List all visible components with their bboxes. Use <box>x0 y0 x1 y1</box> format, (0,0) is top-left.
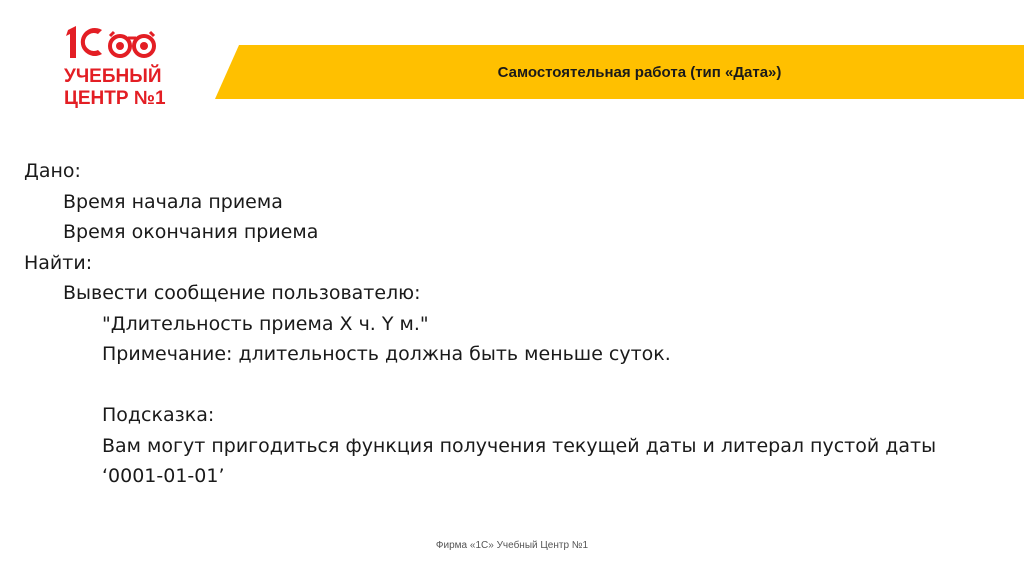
1c-logo-icon <box>62 24 172 108</box>
footer-text: Фирма «1С» Учебный Центр №1 <box>435 540 589 551</box>
hint-literal: ‘0001-01-01’ <box>102 465 225 487</box>
slide-body <box>24 156 1004 492</box>
hint-label: Подсказка: <box>102 404 215 426</box>
given-item-start: Время начала приема <box>63 190 283 213</box>
note-text: Примечание: длительность должна быть меньше суток. <box>102 343 671 365</box>
logo-line1: УЧЕБНЫЙ <box>64 66 162 87</box>
slide-title: Самостоятельная работа (тип «Дата») <box>497 63 782 81</box>
company-logo <box>62 24 172 108</box>
given-label: Дано: <box>24 160 81 182</box>
given-item-end: Время окончания приема <box>63 221 319 243</box>
message-text: "Длительность приема X ч. Y м." <box>102 312 429 335</box>
hint-text: Вам могут пригодиться функция получения текущей даты и литерал пустой даты <box>102 434 937 457</box>
find-label: Найти: <box>24 251 93 274</box>
logo-line2: ЦЕНТР №1 <box>64 88 166 108</box>
find-item: Вывести сообщение пользователю: <box>63 282 421 304</box>
spacer <box>24 370 1004 401</box>
title-bar <box>215 45 1024 99</box>
